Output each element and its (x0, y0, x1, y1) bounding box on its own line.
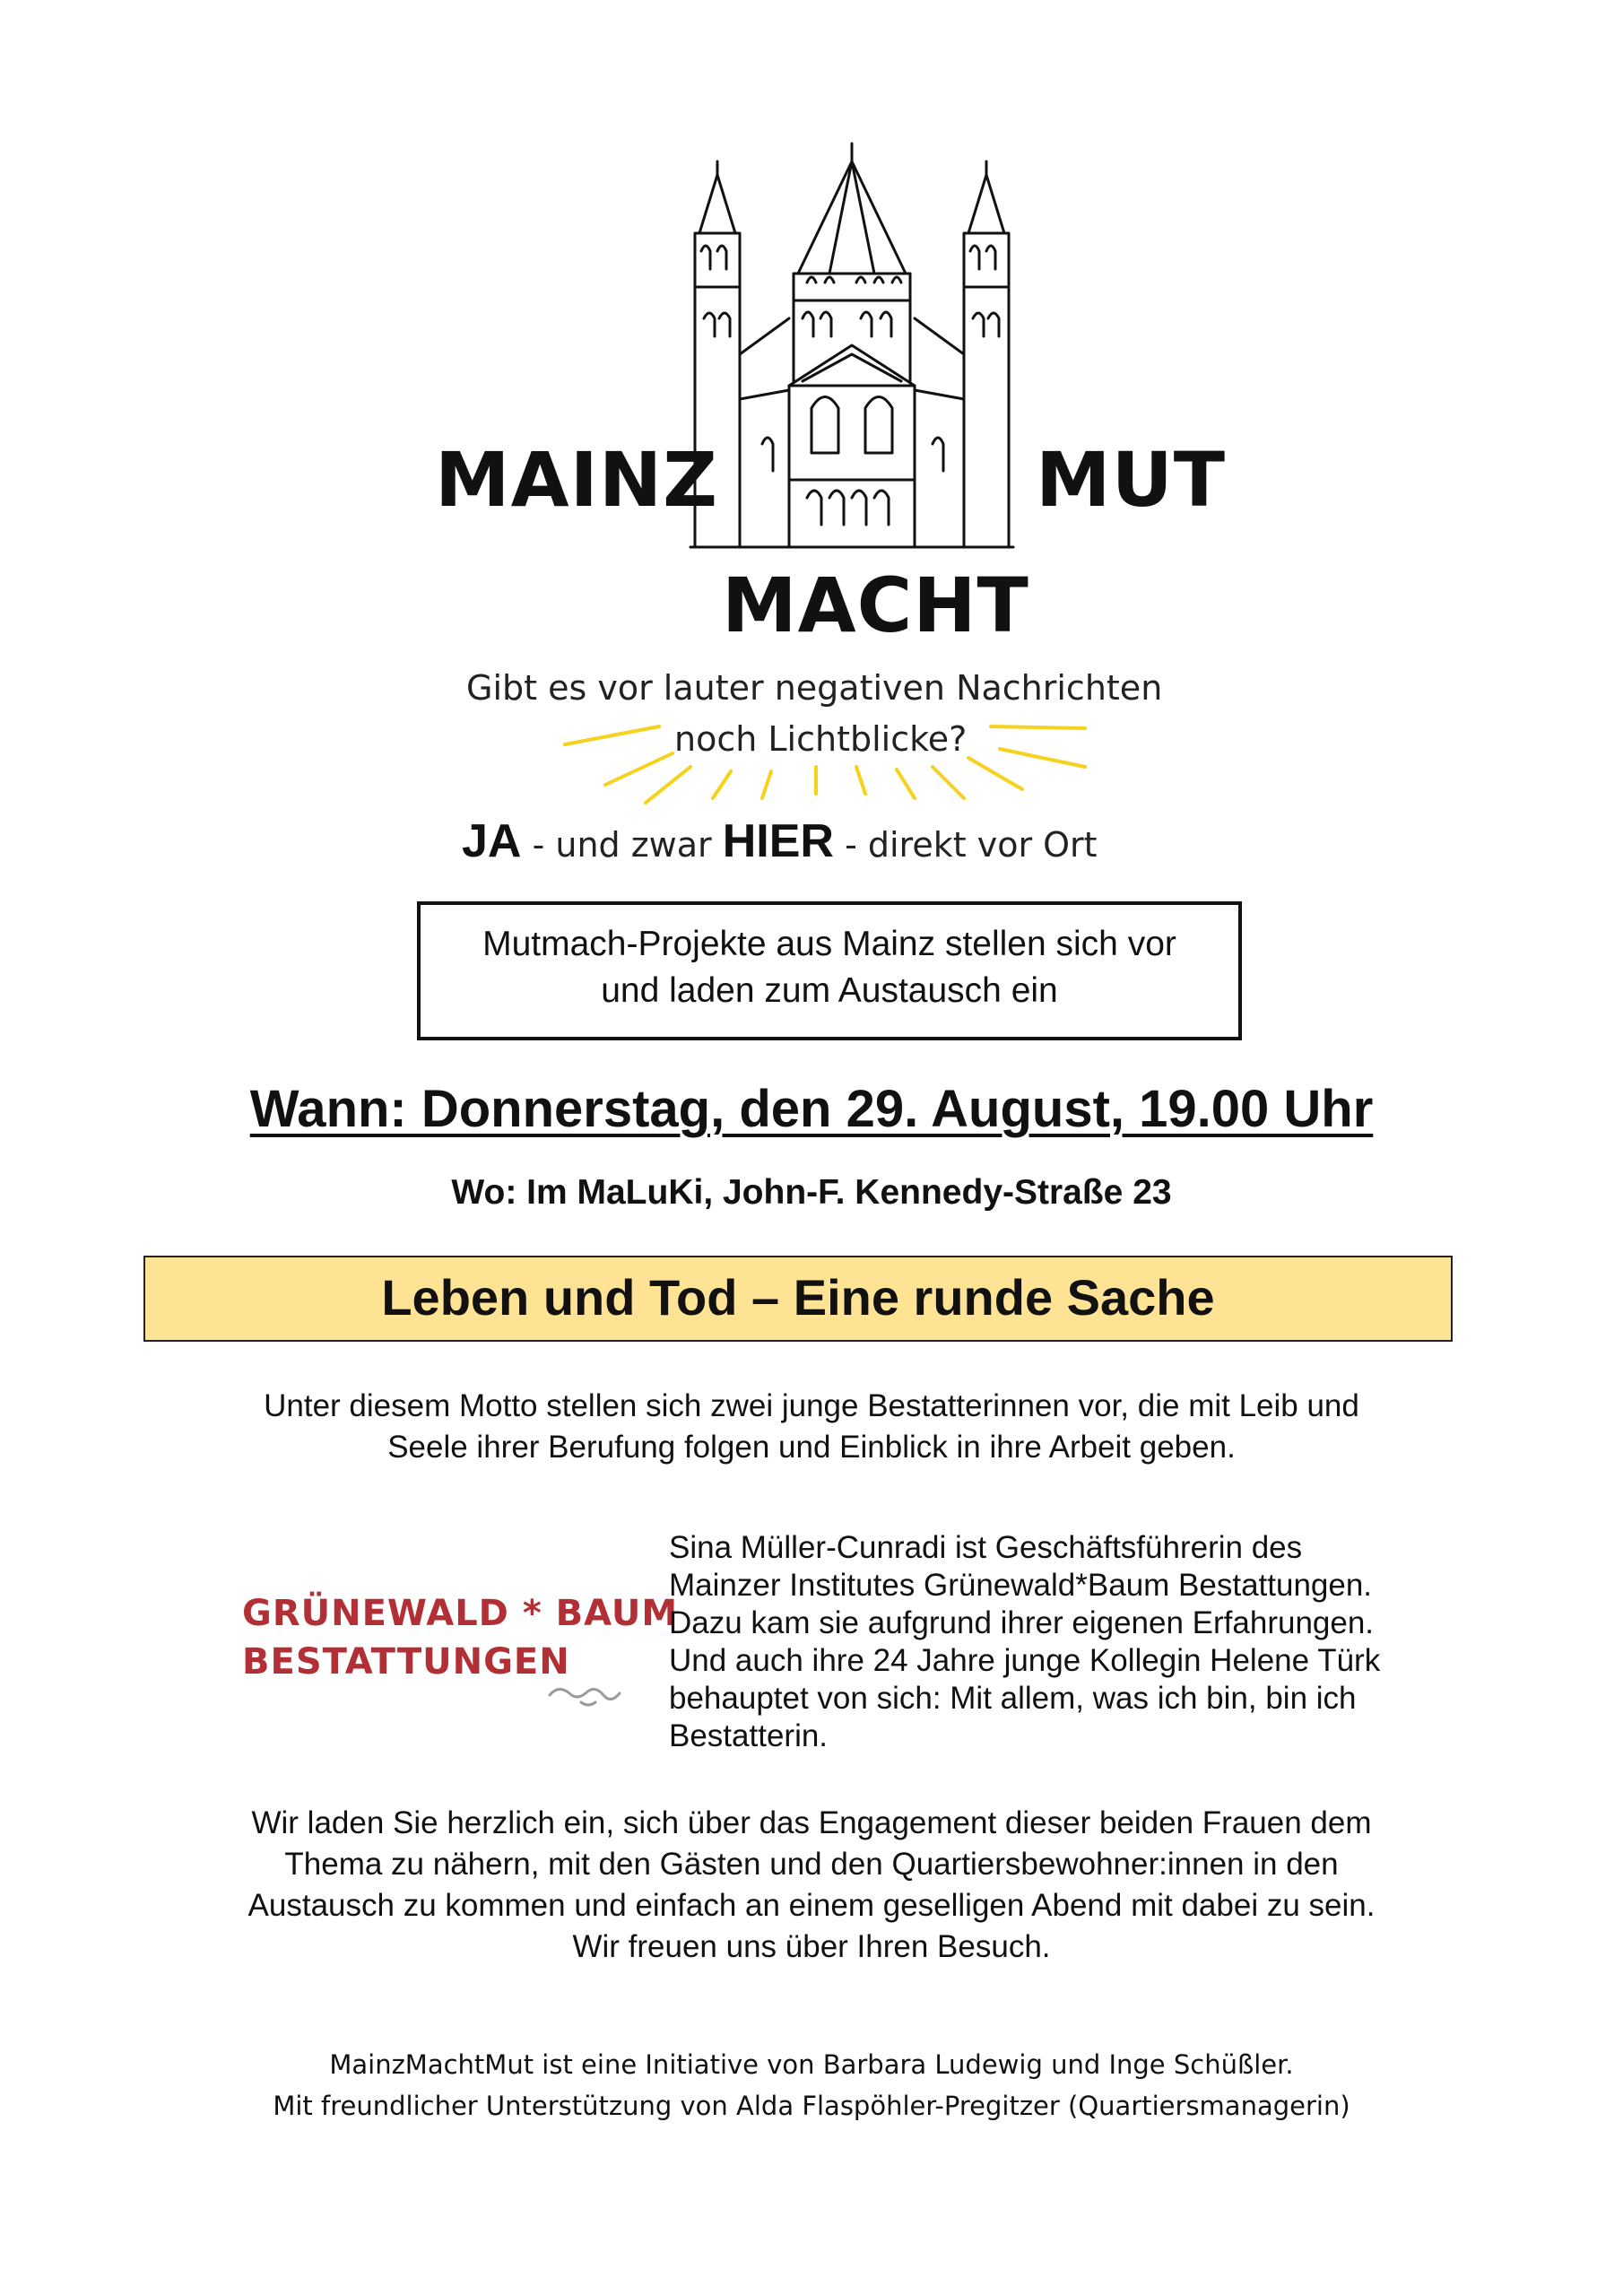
invitation-line: Wir freuen uns über Ihren Besuch. (572, 1929, 1051, 1964)
company-logo-subtitle: BESTATTUNGEN (242, 1641, 570, 1683)
invitation-line: Thema zu nähern, mit den Gästen und den Quartiersbewohner:innen in den (284, 1847, 1339, 1882)
cathedral-icon (681, 139, 1022, 561)
company-logo-name: GRÜNEWALD * BAUM (242, 1593, 679, 1634)
intro-box (417, 901, 1242, 1040)
sun-rays-icon (556, 700, 1094, 807)
flourish-icon (545, 1677, 635, 1713)
event-where: Wo: Im MaLuKi, John-F. Kennedy-Straße 23 (451, 1173, 1172, 1212)
ja-hier-line (462, 815, 1098, 867)
ja-middle-text: - und zwar (521, 825, 723, 865)
tagline-line1: Gibt es vor lauter negativen Nachrichten (466, 668, 1163, 708)
intro-line2: und laden zum Austausch ein (601, 971, 1058, 1010)
invitation-text (0, 1803, 1623, 1968)
invitation-line: Wir laden Sie herzlich ein, sich über das Engagement dieser beiden Frauen dem (251, 1805, 1372, 1840)
bio-line: Bestatterin. (669, 1718, 829, 1753)
footer-initiative: MainzMachtMut ist eine Initiative von Barbara Ludewig und Inge Schüßler. (329, 2049, 1294, 2080)
bio-text (669, 1529, 1476, 1755)
description-line1: Unter diesem Motto stellen sich zwei junge Bestatterinnen vor, die mit Leib und (264, 1388, 1359, 1423)
bio-line: Mainzer Institutes Grünewald*Baum Bestattungen. (669, 1568, 1373, 1603)
hier-word: HIER (722, 815, 834, 867)
logo-word-macht: MACHT (722, 561, 1029, 649)
ja-end-text: - direkt vor Ort (834, 825, 1098, 865)
description-line2: Seele ihrer Berufung folgen und Einblick in ihre Arbeit geben. (387, 1430, 1236, 1465)
bio-line: behauptet von sich: Mit allem, was ich bin, bin ich (669, 1681, 1357, 1716)
bio-line: Und auch ihre 24 Jahre junge Kollegin Helene Türk (669, 1643, 1381, 1678)
logo-word-mut: MUT (1036, 436, 1227, 524)
motto-banner: Leben und Tod – Eine runde Sache (143, 1256, 1453, 1342)
invitation-line: Austausch zu kommen und einfach an einem geselligen Abend mit dabei zu sein. (247, 1888, 1376, 1923)
footer-support: Mit freundlicher Unterstützung von Alda Flaspöhler-Pregitzer (Quartiersmanagerin) (273, 2091, 1350, 2121)
tagline-line2: noch Lichtblicke? (674, 719, 968, 759)
bio-line: Sina Müller-Cunradi ist Geschäftsführerin des (669, 1530, 1303, 1565)
bio-line: Dazu kam sie aufgrund ihrer eigenen Erfahrungen. (669, 1605, 1375, 1640)
ja-word: JA (462, 815, 522, 867)
event-when: Wann: Donnerstag, den 29. August, 19.00 Uhr (249, 1080, 1374, 1138)
intro-line1: Mutmach-Projekte aus Mainz stellen sich vor (482, 925, 1176, 963)
event-description (0, 1386, 1623, 1468)
logo-word-mainz: MAINZ (435, 436, 719, 524)
